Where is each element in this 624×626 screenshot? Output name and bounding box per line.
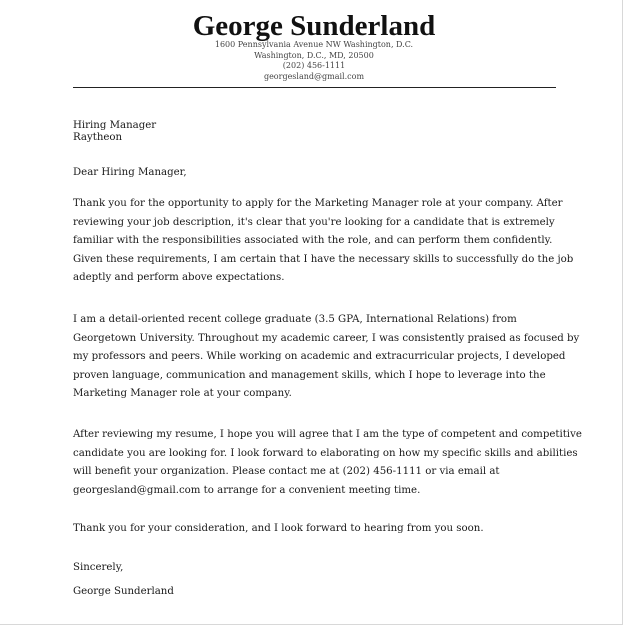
recipient-company: Raytheon (73, 131, 123, 143)
paragraph-line: georgesland@gmail.com to arrange for a convenient meeting time. (73, 484, 421, 496)
paragraph-line: Marketing Manager role at your company. (73, 388, 292, 399)
paragraph-line: proven language, communication and management skills, which I hope to leverage into the (73, 369, 546, 381)
sender-address-line1: 1600 Pennsylvania Avenue NW Washington, D.C. (214, 40, 414, 49)
paragraph-line: candidate you are looking for. I look forward to elaborating on how my specific skills and abilities (73, 447, 578, 459)
salutation: Dear Hiring Manager, (73, 167, 187, 178)
body-paragraph-4 (73, 520, 563, 539)
body-paragraph-1 (73, 195, 574, 288)
closing: Sincerely, (73, 562, 124, 573)
paragraph-line: familiar with the responsibilities associated with the role, and can perform them confidently. (73, 235, 553, 246)
sender-phone: (202) 456-1111 (282, 61, 346, 70)
header-divider (73, 87, 556, 88)
paragraph-line: reviewing your job description, it's clear that you're looking for a candidate that is extremely (73, 216, 555, 228)
paragraph-line: adeptly and perform above expectations. (73, 272, 285, 283)
paragraph-line: my professors and peers. While working on academic and extracurricular projects, I developed (73, 351, 566, 362)
paragraph-line: I am a detail-oriented recent college graduate (3.5 GPA, International Relations) from (73, 314, 517, 325)
signature-name: George Sunderland (73, 586, 174, 597)
paragraph-line: Thank you for the opportunity to apply for the Marketing Manager role at your company. After (73, 198, 563, 209)
sender-address-line2: Washington, D.C., MD, 20500 (254, 50, 374, 60)
paragraph-line: Given these requirements, I am certain that I have the necessary skills to successfully do the job (73, 253, 574, 265)
body-paragraph-2 (73, 311, 580, 404)
sender-email: georgesland@gmail.com (263, 71, 365, 81)
sender-contact-block (0, 40, 624, 82)
paragraph-line: Thank you for your consideration, and I look forward to hearing from you soon. (73, 523, 484, 534)
recipient-title: Hiring Manager (73, 120, 157, 131)
sender-name: George Sunderland (192, 10, 436, 42)
paragraph-line: Georgetown University. Throughout my academic career, I was consistently praised as focused by (73, 332, 580, 344)
body-paragraph-3 (73, 426, 582, 500)
paragraph-line: will benefit your organization. Please contact me at (202) 456-1111 or via email at (73, 466, 500, 477)
recipient-block (73, 120, 563, 143)
paragraph-line: After reviewing my resume, I hope you will agree that I am the type of competent and competitive (73, 429, 582, 440)
